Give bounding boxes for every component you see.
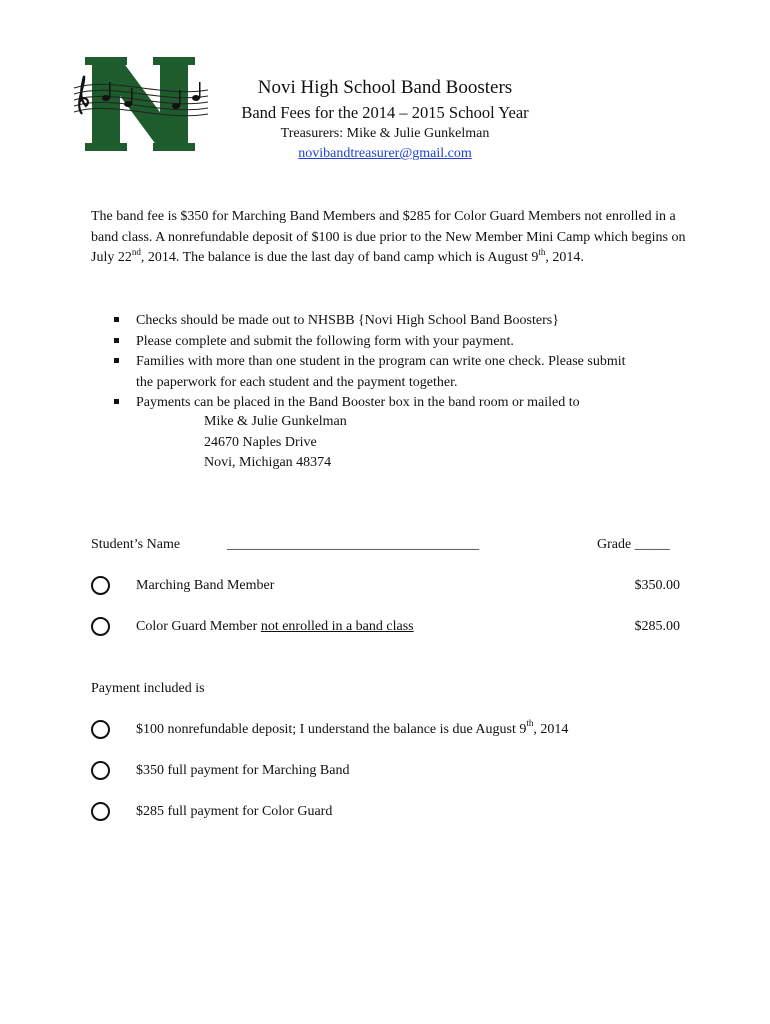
full-payment-guard-radio[interactable]: [91, 802, 110, 821]
marching-band-label: Marching Band Member: [136, 578, 275, 593]
deposit-text-2: , 2014: [533, 722, 569, 737]
deposit-radio[interactable]: [91, 720, 110, 739]
intro-sup-2: th: [538, 246, 546, 257]
page-subtitle: Band Fees for the 2014 – 2015 School Year: [241, 103, 529, 122]
bullet-icon: [114, 399, 119, 404]
full-payment-guard-label: $285 full payment for Color Guard: [136, 804, 333, 819]
bullet-icon: [114, 317, 119, 322]
marching-band-radio[interactable]: [91, 576, 110, 595]
color-guard-condition: not enrolled in a band class: [260, 619, 414, 634]
mailing-address-street: 24670 Naples Drive: [204, 435, 317, 450]
bullet-icon: [114, 358, 119, 363]
bullet-text: Families with more than one student in the program can write one check. Please submit: [136, 354, 626, 369]
bullet-text: Checks should be made out to NHSBB {Novi High School Band Boosters}: [136, 313, 559, 328]
intro-sup-1: nd: [131, 246, 141, 257]
deposit-text-1: $100 nonrefundable deposit; I understand the balance is due August 9: [136, 722, 527, 737]
full-payment-band-label: $350 full payment for Marching Band: [136, 763, 350, 778]
mailing-address-city: Novi, Michigan 48374: [204, 455, 332, 470]
novi-n-music-logo: [72, 54, 212, 156]
bullet-text: Payments can be placed in the Band Booster box in the band room or mailed to: [136, 395, 580, 410]
intro-text-2: , 2014. The balance is due the last day of band camp which is August 9: [140, 250, 539, 266]
deposit-option-label: [136, 718, 569, 738]
treasurers-line: Treasurers: Mike & Julie Gunkelman: [280, 126, 490, 141]
page-title: Novi High School Band Boosters: [257, 77, 513, 98]
full-payment-band-radio[interactable]: [91, 761, 110, 780]
color-guard-radio[interactable]: [91, 617, 110, 636]
deposit-sup: th: [526, 718, 534, 729]
email-line: [215, 146, 555, 162]
student-name-field[interactable]: ____________________________________: [227, 537, 479, 552]
color-guard-label-text: Color Guard Member: [136, 619, 261, 634]
bullet-icon: [114, 338, 119, 343]
payment-included-label: Payment included is: [91, 681, 205, 696]
color-guard-amount: $285.00: [634, 619, 680, 634]
intro-text-3: , 2014.: [545, 250, 584, 266]
marching-band-amount: $350.00: [634, 578, 680, 593]
intro-paragraph: [91, 207, 691, 269]
bullet-text: the paperwork for each student and the payment together.: [136, 375, 458, 390]
grade-field[interactable]: Grade _____: [597, 537, 670, 552]
email-link[interactable]: novibandtreasurer@gmail.com: [298, 146, 472, 161]
mailing-address-name: Mike & Julie Gunkelman: [204, 414, 347, 429]
intro-text-1: The band fee is $350 for Marching Band Members and $285 for Color Guard Members not enrolled in a band class. A nonrefundable deposit of $100 is due prior to the New Member Mini Camp which begins on July 22: [91, 209, 686, 266]
bullet-text: Please complete and submit the following form with your payment.: [136, 334, 514, 349]
color-guard-label: [136, 619, 414, 635]
student-name-label: Student’s Name: [91, 537, 181, 552]
